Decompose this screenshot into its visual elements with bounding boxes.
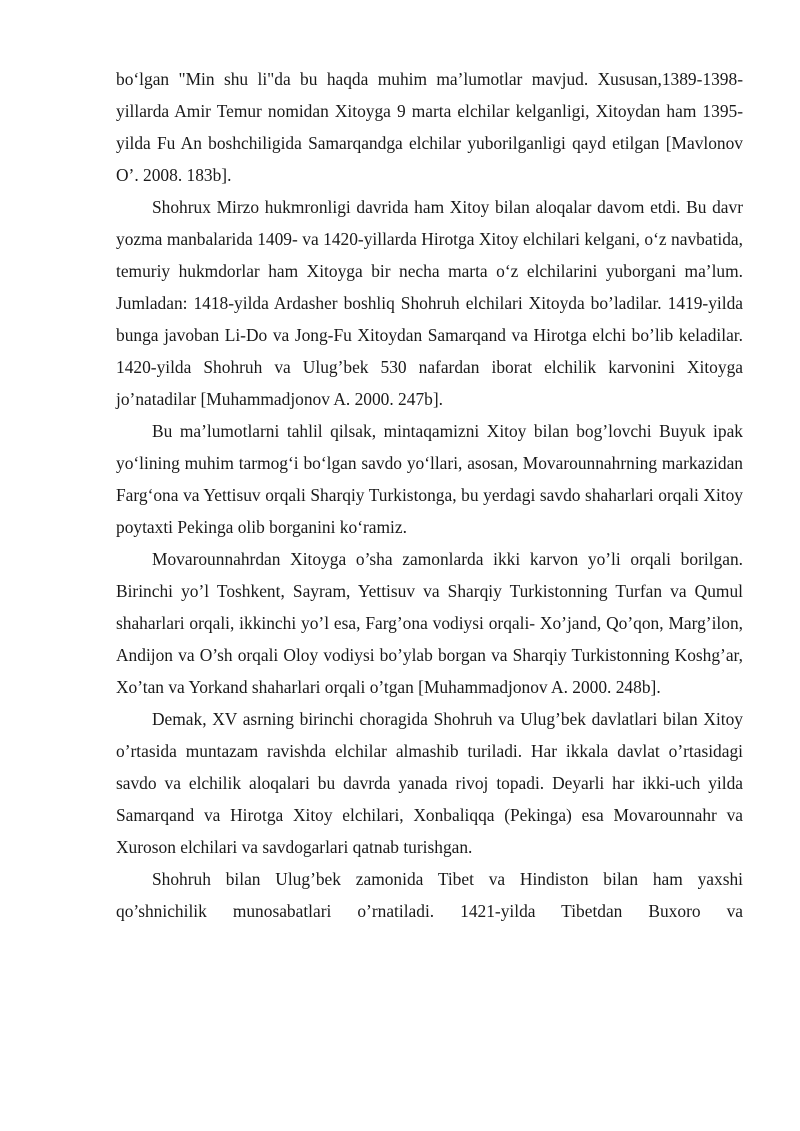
paragraph-4: Movarounnahrdan Xitoyga o’sha zamonlarda ikki karvon yo’li orqali borilgan. Birinchi yo’l Toshkent, Sayram, Yettisuv va Sharqiy Turkistonning Turfan va Qumul shaharlari orqali, ikkinchi yo’l esa, Farg’ona vodiysi orqali- Xo’jand, Qo’qon, Marg’ilon, Andijon va O’sh orqali Oloy vodiysi bo’ylab borgan va Sharqiy Turkistonning Koshg’ar, Xo’tan va Yorkand shaharlari orqali o’tgan [Muhammadjonov A. 2000. 248b]. — [116, 549, 743, 697]
paragraph-3: Bu ma’lumotlarni tahlil qilsak, mintaqamizni Xitoy bilan bog’lovchi Buyuk ipak yo‘lining muhim tarmog‘i bo‘lgan savdo yo‘llari, asosan, Movarounnahrning markazidan Farg‘ona va Yettisuv orqali Sharqiy Turkistonga, bu yerdagi savdo shaharlari orqali Xitoy poytaxti Pekinga olib borganini ko‘ramiz. — [116, 421, 743, 537]
paragraph-2: Shohrux Mirzo hukmronligi davrida ham Xitoy bilan aloqalar davom etdi. Bu davr yozma manbalarida 1409- va 1420-yillarda Hirotga Xitoy elchilari kelgani, o‘z navbatida, temuriy hukmdorlar ham Xitoyga bir necha marta o‘z elchilarini yuborgani ma’lum. Jumladan: 1418-yilda Ardasher boshliq Shohruh elchilari Xitoyda bo’ladilar. 1419-yilda bunga javoban Li-Do va Jong-Fu Xitoydan Samarqand va Hirotga elchi bo’lib keladilar. 1420-yilda Shohruh va Ulug’bek 530 nafardan iborat elchilik karvonini Xitoyga jo’natadilar [Muhammadjonov A. 2000. 247b]. — [116, 197, 743, 409]
paragraph-5: Demak, XV asrning birinchi choragida Shohruh va Ulug’bek davlatlari bilan Xitoy o’rtasida muntazam ravishda elchilar almashib turiladi. Har ikkala davlat o’rtasidagi savdo va elchilik aloqalari bu davrda yanada rivoj topadi. Deyarli har ikki-uch yilda Samarqand va Hirotga Xitoy elchilari, Xonbaliqqa (Pekinga) esa Movarounnahr va Xuroson elchilari va savdogarlari qatnab turishgan. — [116, 709, 743, 857]
paragraph-6: Shohruh bilan Ulug’bek zamonida Tibet va Hindiston bilan ham yaxshi qo’shnichilik munosabatlari o’rnatiladi. 1421-yilda Tibetdan Buxoro va — [116, 869, 743, 921]
document-page — [116, 63, 743, 927]
paragraph-1: bo‘lgan "Min shu li"da bu haqda muhim ma’lumotlar mavjud. Xususan,1389-1398-yillarda Amir Temur nomidan Xitoyga 9 marta elchilar kelganligi, Xitoydan ham 1395-yilda Fu An boshchiligida Samarqandga elchilar yuborilganligi qayd etilgan [Mavlonov O’. 2008. 183b]. — [116, 69, 743, 185]
